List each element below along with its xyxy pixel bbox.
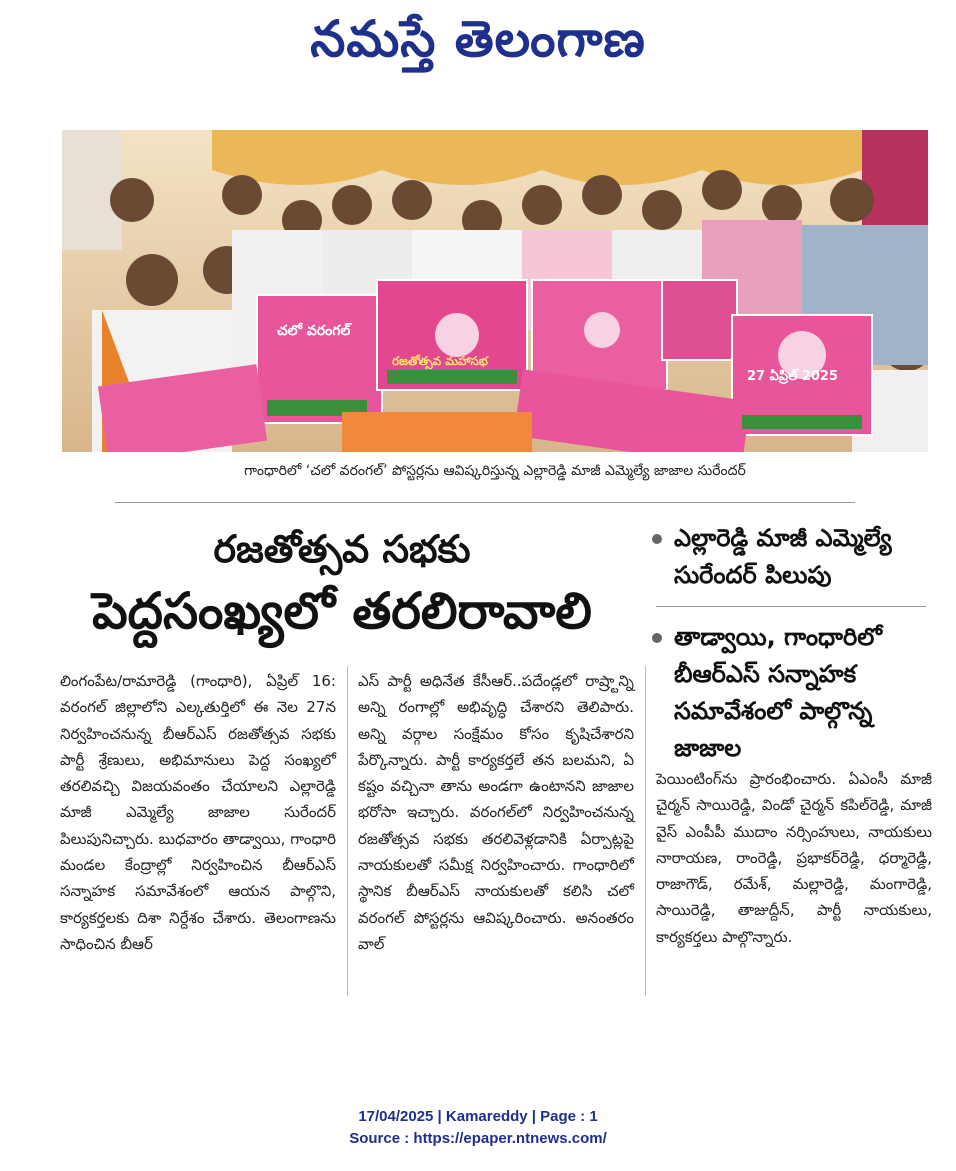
- section-divider: [115, 502, 855, 503]
- footer-edition-info: 17/04/2025 | Kamareddy | Page : 1: [358, 1108, 598, 1125]
- headline-line-1: రజతోత్సవ సభకు: [213, 527, 471, 571]
- bullet-divider: [656, 606, 926, 607]
- article-column-2: ఎస్ పార్టీ అధినేత కేసీఆర్..పదేండ్లలో రాష్ర్టాన్ని అన్ని రంగాల్లో అభివృద్ధి చేశారని తెలిపారు. అన్ని వర్గాల సంక్షేమం కోసం కృషిచేశారని పేర్కొన్నారు. పార్టీ కార్యకర్తలే తన బలమని, ఏ కష్టం వచ్చినా తాను అండగా ఉంటానని జాజాల భరోసా ఇచ్చారు. వరంగల్‌లో నిర్వహించనున్న రజతోత్సవ సభకు తరలివెళ్లడానికి ఏర్పాట్లపై నాయకులతో సమీక్ష నిర్వహించారు. గాంధారిలో స్థానిక బీఆర్ఎస్ నాయకులతో కలిసి చలో వరంగల్ పోస్టర్లను ఆవిష్కరించారు. అనంతరం వాల్: [358, 672, 634, 953]
- newspaper-masthead: [0, 4, 956, 74]
- bullet-text: తాడ్వాయి, గాంధారిలో బీఆర్ఎస్ సన్నాహక సమావేశంలో పాల్గొన్న జాజాల: [674, 623, 882, 762]
- poster-subtext: రజతోత్సవ మహాసభ: [392, 354, 488, 368]
- page-footer: [0, 1106, 956, 1150]
- bullet-dot-icon: [652, 534, 662, 544]
- photo-illustration: [62, 130, 928, 452]
- column-divider: [347, 666, 348, 996]
- column-divider: [645, 666, 646, 996]
- masthead-title: నమస్తే తెలంగాణ: [310, 9, 646, 68]
- bullet-text: ఎల్లారెడ్డి మాజీ ఎమ్మెల్యే సురేందర్ పిలుపు: [674, 524, 892, 589]
- article-column-1: లింగంపేట/రామారెడ్డి (గాంధారి), ఏప్రిల్ 16: వరంగల్ జిల్లాలోని ఎల్కతుర్తిలో ఈ నెల 27న నిర్వహించనున్న బీఆర్ఎస్ రజతోత్సవ సభకు పార్టీ శ్రేణులు, అభిమానులు పెద్ద సంఖ్యలో తరలివచ్చి విజయవంతం చేయాలని ఎల్లారెడ్డి మాజీ ఎమ్మెల్యే జాజాల సురేందర్ పిలుపునిచ్చారు. బుధవారం తాడ్వాయి, గాంధారి మండల కేంద్రాల్లో నిర్వహించిన బీఆర్ఎస్ సన్నాహక సమావేశంలో ఆయన పాల్గొని, కార్యకర్తలకు దిశా నిర్దేశం చేశారు. తెలంగాణను సాధించిన బీఆర్: [60, 672, 336, 953]
- bullet-item: [650, 619, 940, 767]
- poster-date-text: 27 ఏప్రిల్ 2025: [747, 369, 839, 384]
- article-column-3: పెయింటింగ్‌ను ప్రారంభించారు. ఏఎంసీ మాజీ చైర్మన్ సాయిరెడ్డి, విండో చైర్మన్ కపిల్‌రెడ్డి, మాజీ వైస్ ఎంపీపీ ముదాం నర్సింహులు, నాయకులు నారాయణ, రాంరెడ్డి, ప్రభాకర్‌రెడ్డి, ధర్మారెడ్డి, రాజాగౌడ్, రమేశ్, మల్లారెడ్డి, మంగారెడ్డి, సాయిరెడ్డి, తాజుద్దీన్, పార్టీ నాయకులు, కార్యకర్తలు పాల్గొన్నారు.: [656, 770, 932, 946]
- headline-line-2: పెద్దసంఖ్యలో తరలిరావాలి: [92, 582, 592, 640]
- footer-source-link[interactable]: Source : https://epaper.ntnews.com/: [349, 1130, 607, 1147]
- news-photo: [62, 130, 928, 452]
- bullet-dot-icon: [652, 633, 662, 643]
- poster-text: చలో వరంగల్: [277, 323, 351, 339]
- bullet-item: [650, 520, 940, 594]
- highlight-bullets: [650, 520, 940, 779]
- photo-caption: గాంధారిలో ‘చలో వరంగల్’ పోస్టర్లను ఆవిష్కరిస్తున్న ఎల్లారెడ్డి మాజీ ఎమ్మెల్యే జాజాల సురేందర్: [244, 463, 746, 479]
